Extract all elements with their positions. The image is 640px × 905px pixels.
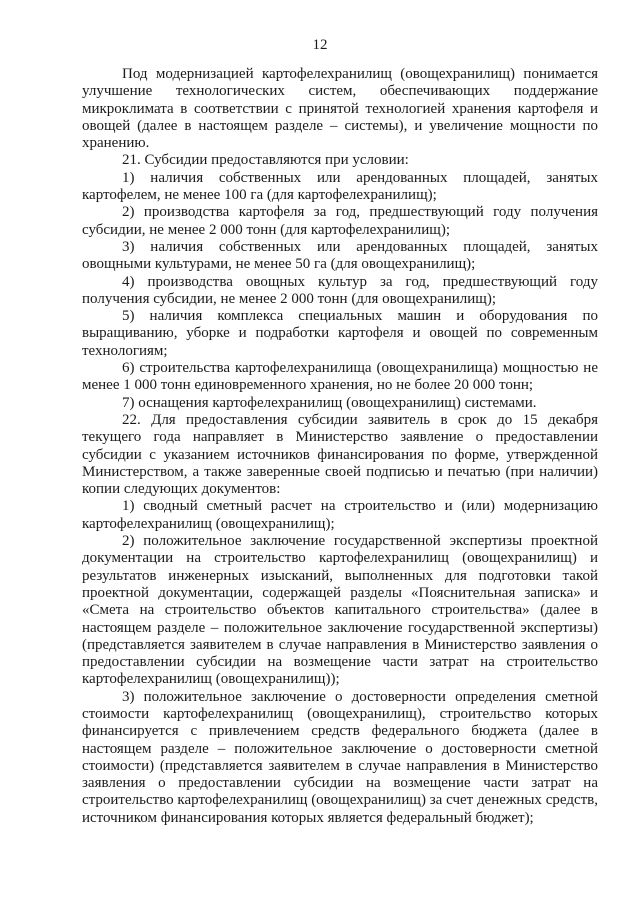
paragraph-condition-3: 3) наличия собственных или арендованных площадей, занятых овощными культурами, не менее 50 га (для овощехранилищ); bbox=[82, 238, 598, 273]
paragraph-condition-4: 4) производства овощных культур за год, предшествующий году получения субсидии, не менее 2 000 тонн (для овощехранилищ); bbox=[82, 273, 598, 307]
paragraph-condition-5: 5) наличия комплекса специальных машин и оборудования по выращиванию, уборке и подработки картофеля и овощей по современным технологиям; bbox=[82, 308, 598, 359]
paragraph-document-3: 3) положительное заключение о достоверности определения сметной стоимости картофелехранилищ (овощехранилищ), строительство которых финансируется с привлечением средств федерального бюджета (далее в настоящем разделе – положительное заключение о достоверности сметной стоимости) (представляется заявителем в случае направления в Министерство заявления о предоставлении субсидии на возмещение части затрат на строительство картофелехранилищ (овощехранилищ) за счет денежных средств, источником финансирования которых является федеральный бюджет); bbox=[82, 688, 598, 826]
paragraph-clause-22: 22. Для предоставления субсидии заявитель в срок до 15 декабря текущего года направляет в Министерство заявление о предоставлении субсидии с указанием источников финансирования по форме, утвержденной Министерством, а также заверенные своей подписью и печатью (при наличии) копии следующих документов: bbox=[82, 411, 598, 498]
paragraph-condition-2: 2) производства картофеля за год, предшествующий году получения субсидии, не менее 2 000 тонн (для картофелехранилищ); bbox=[82, 204, 598, 238]
paragraph-condition-6: 6) строительства картофелехранилища (овощехранилища) мощностью не менее 1 000 тонн единовременного хранения, но не более 20 000 тонн; bbox=[82, 360, 598, 394]
paragraph-modernization-definition: Под модернизацией картофелехранилищ (овощехранилищ) понимается улучшение технологических систем, обеспечивающих поддержание микроклимата в соответствии с принятой технологией хранения картофеля и овощей (далее в настоящем разделе – системы), и увеличение мощности по хранению. bbox=[82, 66, 598, 152]
paragraph-condition-1: 1) наличия собственных или арендованных площадей, занятых картофелем, не менее 100 га (для картофелехранилищ); bbox=[82, 169, 598, 204]
page-number: 12 bbox=[312, 37, 328, 53]
paragraph-clause-21: 21. Субсидии предоставляются при условии: bbox=[122, 152, 409, 169]
paragraph-condition-7: 7) оснащения картофелехранилищ (овощехранилищ) системами. bbox=[122, 394, 537, 411]
document-body bbox=[82, 66, 598, 827]
paragraph-document-1: 1) сводный сметный расчет на строительство и (или) модернизацию картофелехранилищ (овощехранилищ); bbox=[82, 498, 598, 532]
paragraph-document-2: 2) положительное заключение государственной экспертизы проектной документации на строительство картофелехранилищ (овощехранилищ) и результатов инженерных изысканий, выполненных для подготовки такой проектной документации, содержащей разделы «Пояснительная записка» и «Смета на строительство объектов капитального строительства» (далее в настоящем разделе – положительное заключение государственной экспертизы) (представляется заявителем в случае направления в Министерство заявления о предоставлении субсидии на возмещение части затрат на строительство картофелехранилищ (овощехранилищ)); bbox=[82, 533, 598, 688]
